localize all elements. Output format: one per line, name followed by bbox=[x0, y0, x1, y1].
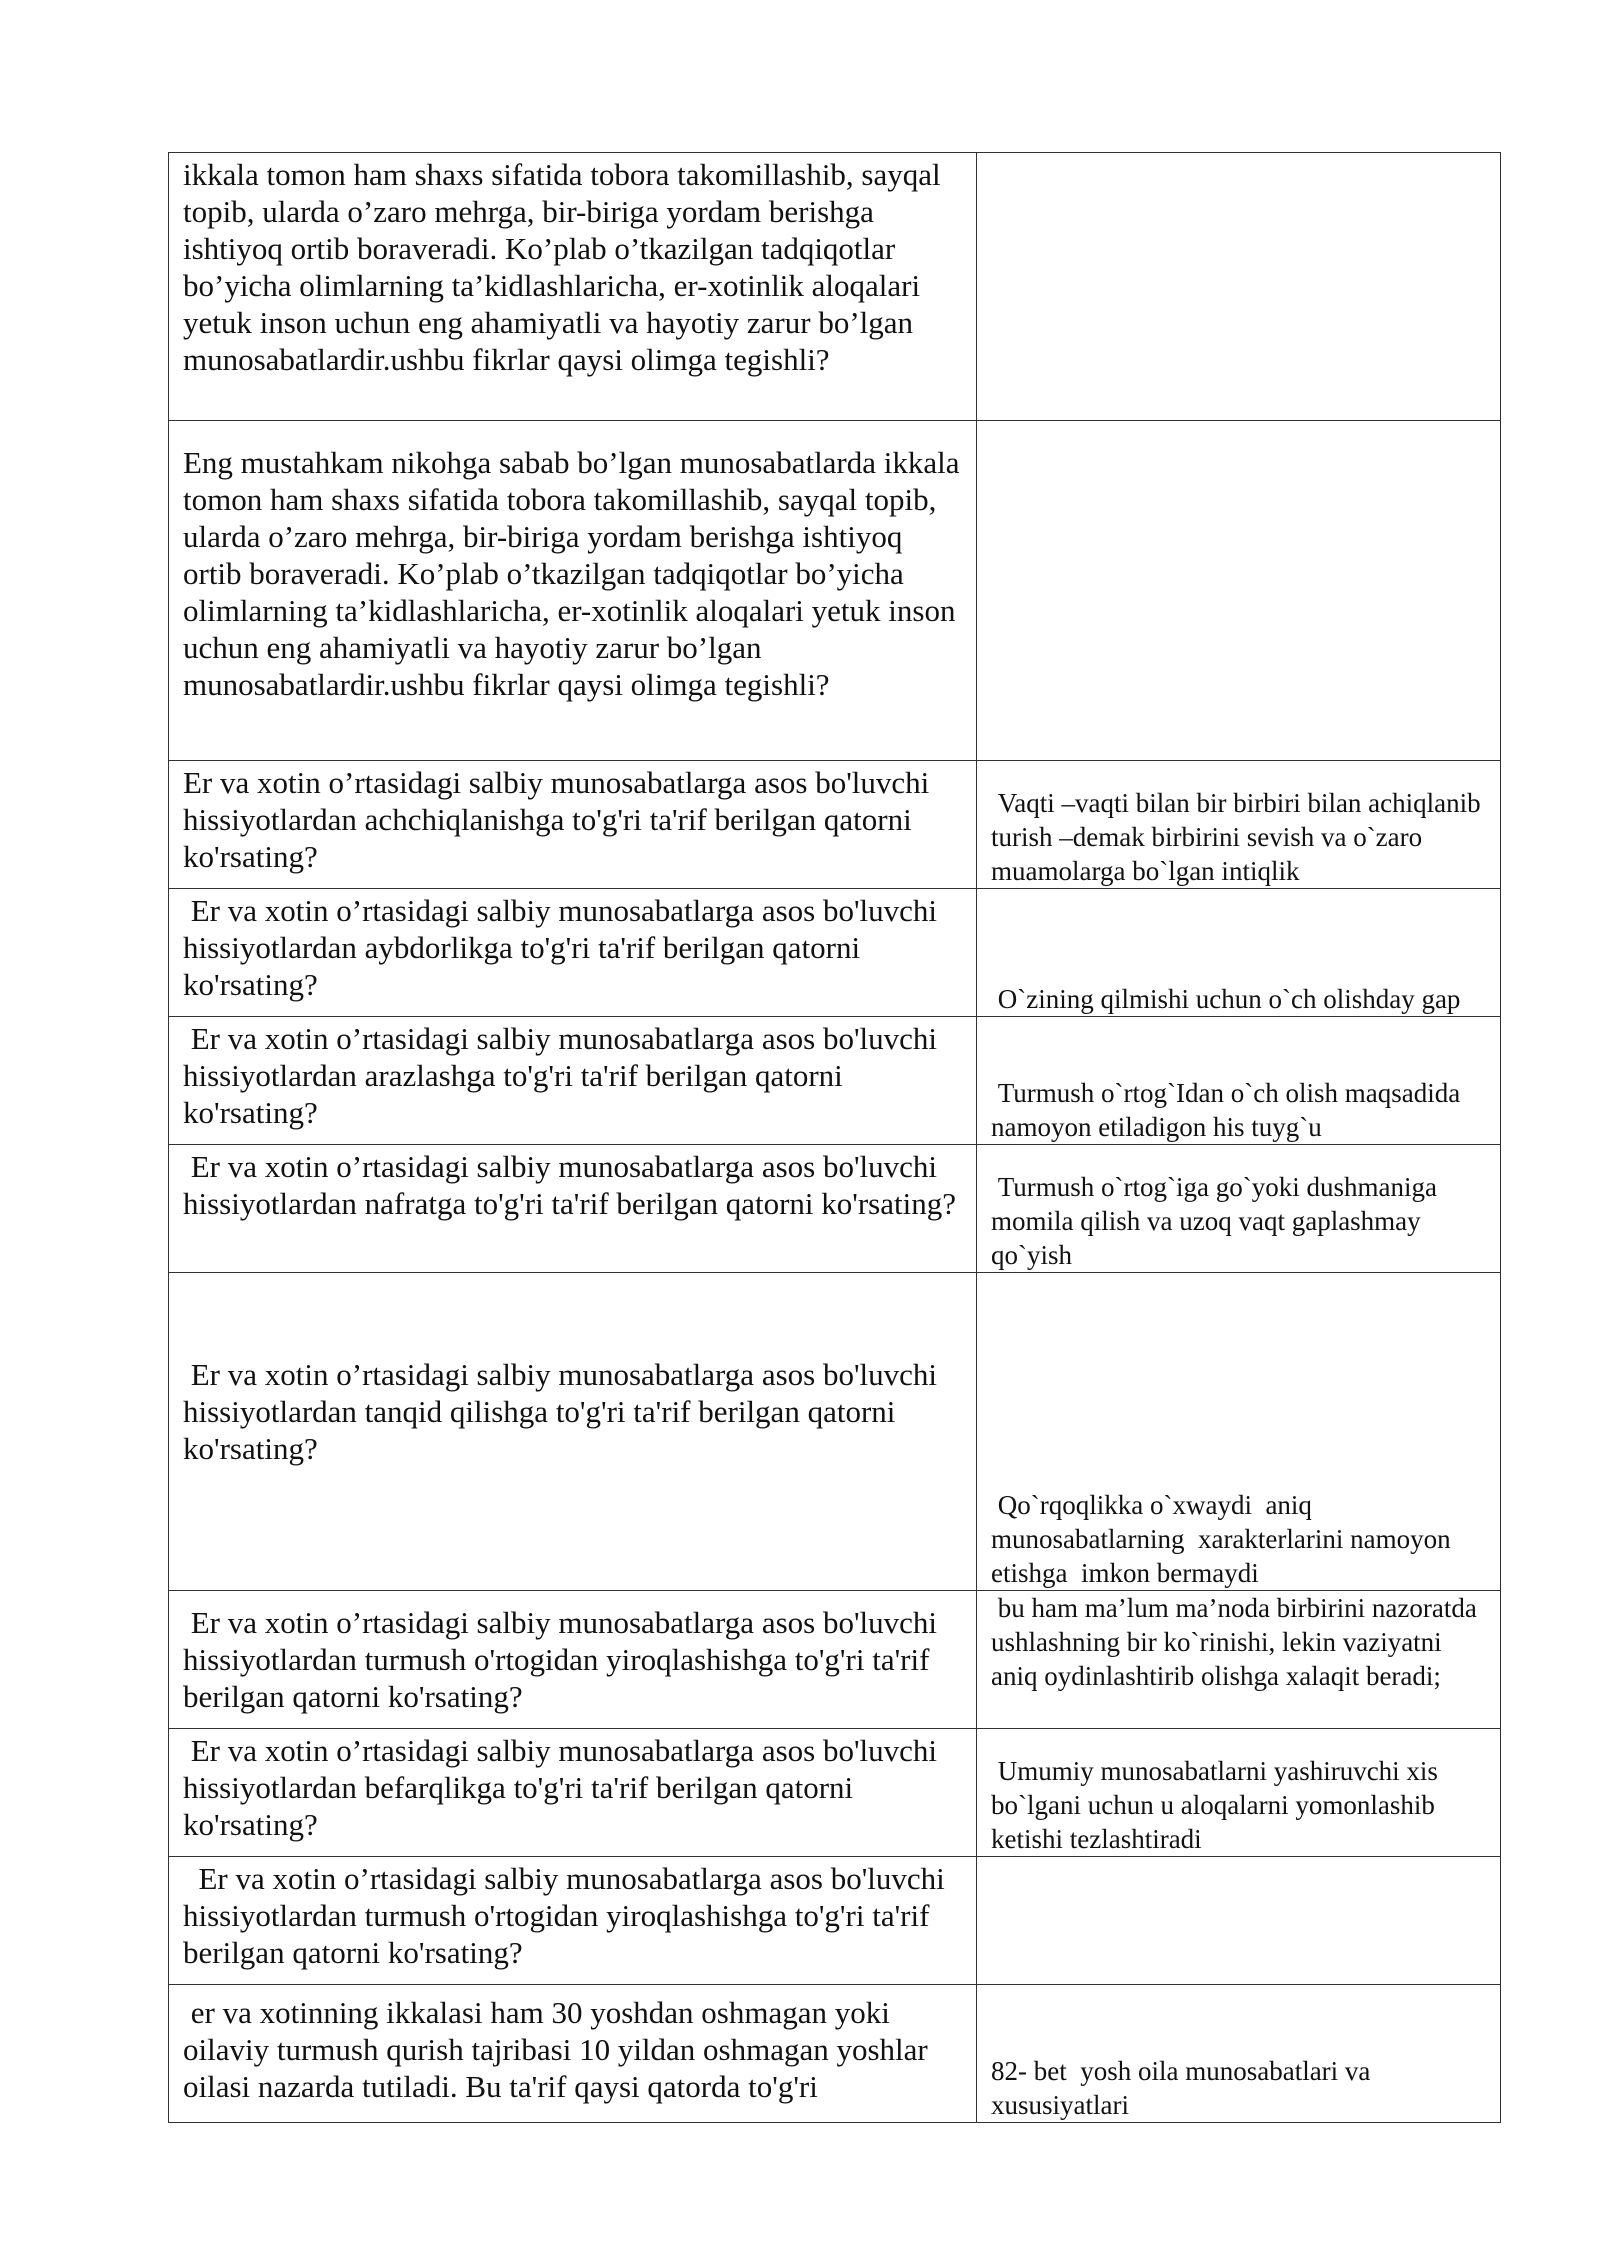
question-cell bbox=[169, 1145, 977, 1273]
question-text: er va xotinning ikkalasi ham 30 yoshdan oshmagan yoki oilaviy turmush qurish tajribasi 10 yildan oshmagan yoshlar oilasi nazarda tutiladi. Bu ta'rif qaysi qatorda to'g'ri bbox=[183, 1995, 936, 2104]
question-cell bbox=[169, 889, 977, 1017]
answer-text: O`zining qilmishi uchun o`ch olishday gap bbox=[991, 984, 1461, 1014]
question-cell bbox=[169, 1985, 977, 2123]
table-row bbox=[169, 761, 1501, 889]
question-cell bbox=[169, 761, 977, 889]
question-text: Er va xotin o’rtasidagi salbiy munosabatlarga asos bo'luvchi hissiyotlardan nafratga to'g'ri ta'rif berilgan qatorni ko'rsating? bbox=[183, 1149, 956, 1221]
question-text: Er va xotin o’rtasidagi salbiy munosabatlarga asos bo'luvchi hissiyotlardan turmush o'rtogidan yiroqlashishga to'g'ri ta'rif berilgan qatorni ko'rsating? bbox=[183, 1605, 945, 1714]
table-row bbox=[169, 1145, 1501, 1273]
question-answer-table bbox=[168, 152, 1501, 2123]
question-text: Er va xotin o’rtasidagi salbiy munosabatlarga asos bo'luvchi hissiyotlardan arazlashga to'g'ri ta'rif berilgan qatorni ko'rsating? bbox=[183, 1021, 945, 1130]
table-row bbox=[169, 1273, 1501, 1591]
answer-cell bbox=[977, 153, 1501, 421]
answer-cell bbox=[977, 1273, 1501, 1591]
answer-cell bbox=[977, 1145, 1501, 1273]
answer-text: Turmush o`rtog`iga go`yoki dushmaniga momila qilish va uzoq vaqt gaplashmay qo`yish bbox=[991, 1172, 1444, 1270]
question-cell bbox=[169, 1729, 977, 1857]
question-cell bbox=[169, 1591, 977, 1729]
answer-text: Qo`rqoqlikka o`xwaydi aniq munosabatlarning xarakterlarini namoyon etishga imkon bermaydi bbox=[991, 1490, 1458, 1588]
table-row bbox=[169, 1985, 1501, 2123]
question-text: Er va xotin o’rtasidagi salbiy munosabatlarga asos bo'luvchi hissiyotlardan tanqid qilishga to'g'ri ta'rif berilgan qatorni ko'rsating? bbox=[183, 1356, 945, 1466]
answer-text: bu ham ma’lum ma’noda birbirini nazoratda ushlashning bir ko`rinishi, lekin vaziyatni aniq oydinlashtirib olishga xalaqit beradi; bbox=[991, 1593, 1484, 1691]
answer-text: Vaqti –vaqti bilan bir birbiri bilan achiqlanib turish –demak birbirini sevish va o`zaro muamolarga bo`lgan intiqlik bbox=[991, 788, 1488, 886]
question-text: ikkala tomon ham shaxs sifatida tobora takomillashib, sayqal topib, ularda o’zaro mehrga, bir-biriga yordam berishga ishtiyoq ortib boraveradi. Ko’plab o’tkazilgan tadqiqotlar bo’yicha olimlarning ta’kidlashlaricha, er-xotinlik aloqalari yetuk inson uchun eng ahamiyatli va hayotiy zarur bo’lgan munosabatlardir.ushbu fikrlar qaysi olimga tegishli? bbox=[183, 157, 949, 377]
answer-cell bbox=[977, 1985, 1501, 2123]
question-text: Eng mustahkam nikohga sabab bo’lgan munosabatlarda ikkala tomon ham shaxs sifatida tobora takomillashib, sayqal topib, ularda o’zaro mehrga, bir-biriga yordam berishga ishtiyoq ortib boraveradi. Ko’plab o’tkazilgan tadqiqotlar bo’yicha olimlarning ta’kidlashlaricha, er-xotinlik aloqalari yetuk inson uchun eng ahamiyatli va hayotiy zarur bo’lgan munosabatlardir.ushbu fikrlar qaysi olimga tegishli? bbox=[183, 445, 968, 702]
table-row bbox=[169, 889, 1501, 1017]
answer-text: Umumiy munosabatlarni yashiruvchi xis bo`lgani uchun u aloqalarni yomonlashib ketishi tezlashtiradi bbox=[991, 1756, 1445, 1854]
answer-cell bbox=[977, 1857, 1501, 1985]
question-cell bbox=[169, 1017, 977, 1145]
question-text: Er va xotin o’rtasidagi salbiy munosabatlarga asos bo'luvchi hissiyotlardan befarqlikga to'g'ri ta'rif berilgan qatorni ko'rsating? bbox=[183, 1733, 945, 1842]
table-row bbox=[169, 421, 1501, 761]
answer-cell bbox=[977, 1729, 1501, 1857]
question-text: Er va xotin o’rtasidagi salbiy munosabatlarga asos bo'luvchi hissiyotlardan aybdorlikga to'g'ri ta'rif berilgan qatorni ko'rsating? bbox=[183, 893, 945, 1002]
question-text: Er va xotin o’rtasidagi salbiy munosabatlarga asos bo'luvchi hissiyotlardan turmush o'rtogidan yiroqlashishga to'g'ri ta'rif berilgan qatorni ko'rsating? bbox=[183, 1861, 953, 1970]
question-cell bbox=[169, 1857, 977, 1985]
table-row bbox=[169, 1857, 1501, 1985]
table-row bbox=[169, 153, 1501, 421]
answer-text: Turmush o`rtog`Idan o`ch olish maqsadida namoyon etiladigon his tuyg`u bbox=[991, 1078, 1467, 1142]
question-cell bbox=[169, 1273, 977, 1591]
table-row bbox=[169, 1729, 1501, 1857]
answer-text: 82- bet yosh oila munosabatlari va xususiyatlari bbox=[991, 2056, 1378, 2120]
question-text: Er va xotin o’rtasidagi salbiy munosabatlarga asos bo'luvchi hissiyotlardan achchiqlanishga to'g'ri ta'rif berilgan qatorni ko'rsating? bbox=[183, 765, 938, 874]
question-cell bbox=[169, 153, 977, 421]
table-row bbox=[169, 1591, 1501, 1729]
answer-cell bbox=[977, 1591, 1501, 1729]
answer-cell bbox=[977, 889, 1501, 1017]
answer-cell bbox=[977, 761, 1501, 889]
answer-cell bbox=[977, 1017, 1501, 1145]
answer-cell bbox=[977, 421, 1501, 761]
table-row bbox=[169, 1017, 1501, 1145]
question-cell bbox=[169, 421, 977, 761]
